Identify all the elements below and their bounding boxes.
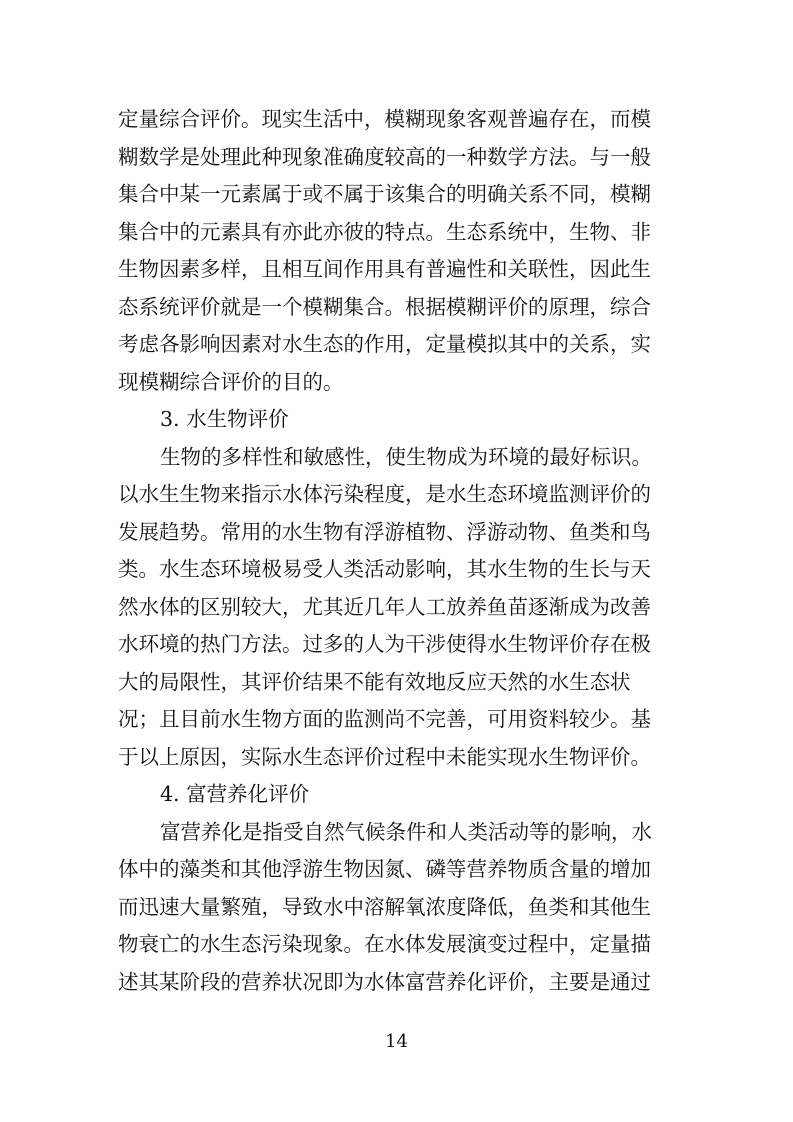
text-line: 大的局限性，其评价结果不能有效地反应天然的水生态状 (118, 669, 631, 694)
text-line: 生物因素多样，且相互间作用具有普遍性和关联性，因此生 (118, 257, 651, 281)
text-line: 考虑各影响因素对水生态的作用，定量模拟其中的关系，实 (118, 332, 651, 356)
text-line: 生物的多样性和敏感性，使生物成为环境的最好标识。 (160, 444, 652, 469)
section-heading: 3. 水生物评价 (160, 407, 289, 431)
text-line: 集合中某一元素属于或不属于该集合的明确关系不同，模糊 (118, 182, 651, 206)
text-line: 体中的藻类和其他浮游生物因氮、磷等营养物质含量的增加 (118, 857, 651, 881)
text-line: 糊数学是处理此种现象准确度较高的一种数学方法。与一般 (118, 144, 651, 169)
section-heading: 4. 富营养化评价 (160, 782, 310, 806)
text-line: 以水生生物来指示水体污染程度，是水生态环境监测评价的 (118, 482, 651, 506)
text-line: 发展趋势。常用的水生物有浮游植物、浮游动物、鱼类和鸟 (118, 519, 651, 544)
page-number: 14 (385, 1031, 408, 1052)
text-line: 然水体的区别较大，尤其近几年人工放养鱼苗逐渐成为改善 (118, 594, 651, 619)
text-line: 述其某阶段的营养状况即为水体富营养化评价，主要是通过 (118, 969, 651, 994)
text-line: 现模糊综合评价的目的。 (118, 369, 344, 394)
text-line: 态系统评价就是一个模糊集合。根据模糊评价的原理，综合 (118, 294, 651, 319)
text-line: 集合中的元素具有亦此亦彼的特点。生态系统中，生物、非 (118, 219, 651, 244)
text-line: 富营养化是指受自然气候条件和人类活动等的影响，水 (160, 819, 652, 844)
text-line: 而迅速大量繁殖，导致水中溶解氧浓度降低，鱼类和其他生 (118, 894, 651, 919)
text-line: 类。水生态环境极易受人类活动影响，其水生物的生长与天 (118, 557, 651, 581)
text-line: 水环境的热门方法。过多的人为干涉使得水生物评价存在极 (118, 632, 651, 656)
text-line: 物衰亡的水生态污染现象。在水体发展演变过程中，定量描 (118, 932, 651, 956)
text-line: 况；且目前水生物方面的监测尚不完善，可用资料较少。基 (118, 707, 651, 731)
text-line: 定量综合评价。现实生活中，模糊现象客观普遍存在，而模 (118, 107, 651, 131)
text-line: 于以上原因，实际水生态评价过程中未能实现水生物评价。 (118, 744, 651, 769)
